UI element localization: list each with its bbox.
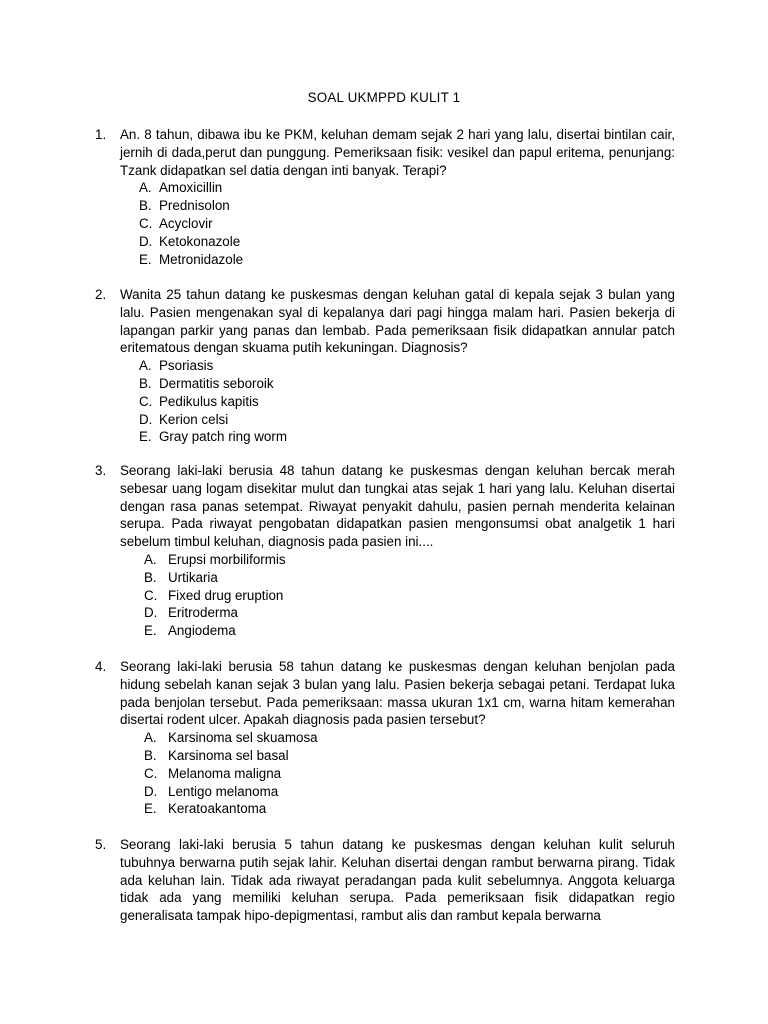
option-text: Prednisolon	[159, 198, 230, 214]
option-c	[139, 215, 675, 233]
option-list	[144, 551, 675, 640]
option-text: Ketokonazole	[159, 233, 241, 249]
option-letter: E.	[139, 251, 152, 267]
question-text: Wanita 25 tahun datang ke puskesmas dengan keluhan gatal di kepala sejak 3 bulan yang lalu. Pasien mengenakan syal di kepalanya dari pagi hingga malam hari. Pasien bekerja di lapangan parkir yang panas dan lembab. Pada pemeriksaan fisik didapatkan annular patch eritematous dengan skuama putih kekuningan. Diagnosis?	[120, 287, 675, 356]
option-text: Urtikaria	[168, 569, 218, 585]
option-e	[144, 622, 675, 640]
question-number: 5.	[95, 837, 107, 852]
option-a	[139, 357, 675, 375]
option-text: Acyclovir	[159, 215, 213, 231]
option-letter: C.	[144, 765, 158, 781]
option-text: Angiodema	[168, 623, 236, 639]
question-text: An. 8 tahun, dibawa ibu ke PKM, keluhan demam sejak 2 hari yang lalu, disertai bintilan cair, jernih di dada,perut dan punggung. Pemeriksaan fisik: vesikel dan papul eritema, penunjang: Tzank didapatkan sel datia dengan inti banyak. Terapi?	[120, 127, 675, 178]
option-letter: A.	[139, 358, 152, 374]
option-e	[139, 428, 675, 446]
option-d	[144, 604, 675, 622]
option-d	[139, 233, 675, 251]
option-letter: D.	[144, 605, 158, 621]
option-letter: B.	[139, 198, 152, 214]
option-text: Dermatitis seboroik	[159, 375, 274, 391]
option-letter: D.	[144, 783, 158, 799]
option-letter: A.	[144, 730, 157, 746]
option-a	[144, 551, 675, 569]
option-c	[144, 587, 675, 605]
option-text: Pedikulus kapitis	[159, 393, 259, 409]
question-text: Seorang laki-laki berusia 58 tahun datang ke puskesmas dengan keluhan benjolan pada hidung sebelah kanan sejak 3 bulan yang lalu. Pasien bekerja sebagai petani. Terdapat luka pada benjolan tersebut. Pada pemeriksaan: massa ukuran 1x1 cm, warna hitam kemerahan disertai rodent ulcer. Apakah diagnosis pada pasien tersebut?	[120, 659, 675, 728]
question-number: 2.	[95, 287, 107, 302]
option-text: Eritroderma	[168, 605, 238, 621]
option-text: Psoriasis	[159, 358, 214, 374]
option-c	[139, 393, 675, 411]
option-letter: D.	[139, 233, 153, 249]
option-text: Metronidazole	[159, 251, 244, 267]
option-c	[144, 765, 675, 783]
question-number: 4.	[95, 659, 107, 674]
option-a	[139, 179, 675, 197]
option-d	[139, 411, 675, 429]
option-letter: E.	[139, 429, 152, 445]
question-2	[95, 286, 675, 446]
option-list	[139, 179, 675, 268]
question-text: Seorang laki-laki berusia 48 tahun datang ke puskesmas dengan keluhan bercak merah sebesar uang logam disekitar mulut dan tungkai atas sejak 1 hari yang lalu. Keluhan disertai dengan rasa panas setempat. Riwayat penyakit dahulu, pasien pernah menderita kelainan serupa. Pada riwayat pengobatan didapatkan pasien mengonsumsi obat analgetik 1 hari sebelum timbul keluhan, diagnosis pada pasien ini....	[120, 463, 675, 550]
option-text: Gray patch ring worm	[159, 429, 287, 445]
option-letter: B.	[139, 375, 152, 391]
option-letter: B.	[144, 747, 157, 763]
option-letter: E.	[144, 801, 157, 817]
option-letter: C.	[139, 393, 153, 409]
option-b	[144, 747, 675, 765]
option-letter: D.	[139, 411, 153, 427]
option-b	[139, 197, 675, 215]
option-b	[139, 375, 675, 393]
option-letter: C.	[144, 587, 158, 603]
question-number: 1.	[95, 127, 107, 142]
question-3	[95, 462, 675, 640]
question-5	[95, 836, 675, 925]
option-letter: A.	[144, 551, 157, 567]
option-a	[144, 729, 675, 747]
option-e	[144, 800, 675, 818]
question-text: Seorang laki-laki berusia 5 tahun datang ke puskesmas dengan keluhan kulit seluruh tubuhnya berwarna putih sejak lahir. Keluhan disertai dengan rambut berwarna pirang. Tidak ada keluhan lain. Tidak ada riwayat peradangan pada kulit sebelumnya. Anggota keluarga tidak ada yang memiliki keluhan serupa. Pada pemeriksaan fisik didapatkan regio generalisata tampak hipo-depigmentasi, rambut alis dan rambut kepala berwarna	[120, 837, 675, 924]
option-text: Amoxicillin	[159, 180, 223, 196]
question-1	[95, 126, 675, 268]
page-title: SOAL UKMPPD KULIT 1	[307, 90, 461, 105]
option-b	[144, 569, 675, 587]
option-text: Keratoakantoma	[168, 801, 267, 817]
option-letter: B.	[144, 569, 157, 585]
option-e	[139, 251, 675, 269]
option-letter: A.	[139, 180, 152, 196]
option-list	[139, 357, 675, 446]
option-list	[144, 729, 675, 818]
option-text: Karsinoma sel basal	[168, 747, 289, 763]
option-text: Melanoma maligna	[168, 765, 282, 781]
option-text: Karsinoma sel skuamosa	[168, 730, 318, 746]
option-letter: E.	[144, 623, 157, 639]
option-letter: C.	[139, 215, 153, 231]
option-text: Kerion celsi	[159, 411, 229, 427]
option-text: Erupsi morbiliformis	[168, 551, 286, 567]
option-text: Fixed drug eruption	[168, 587, 284, 603]
question-4	[95, 658, 675, 818]
option-d	[144, 783, 675, 801]
option-text: Lentigo melanoma	[168, 783, 279, 799]
question-number: 3.	[95, 463, 107, 478]
